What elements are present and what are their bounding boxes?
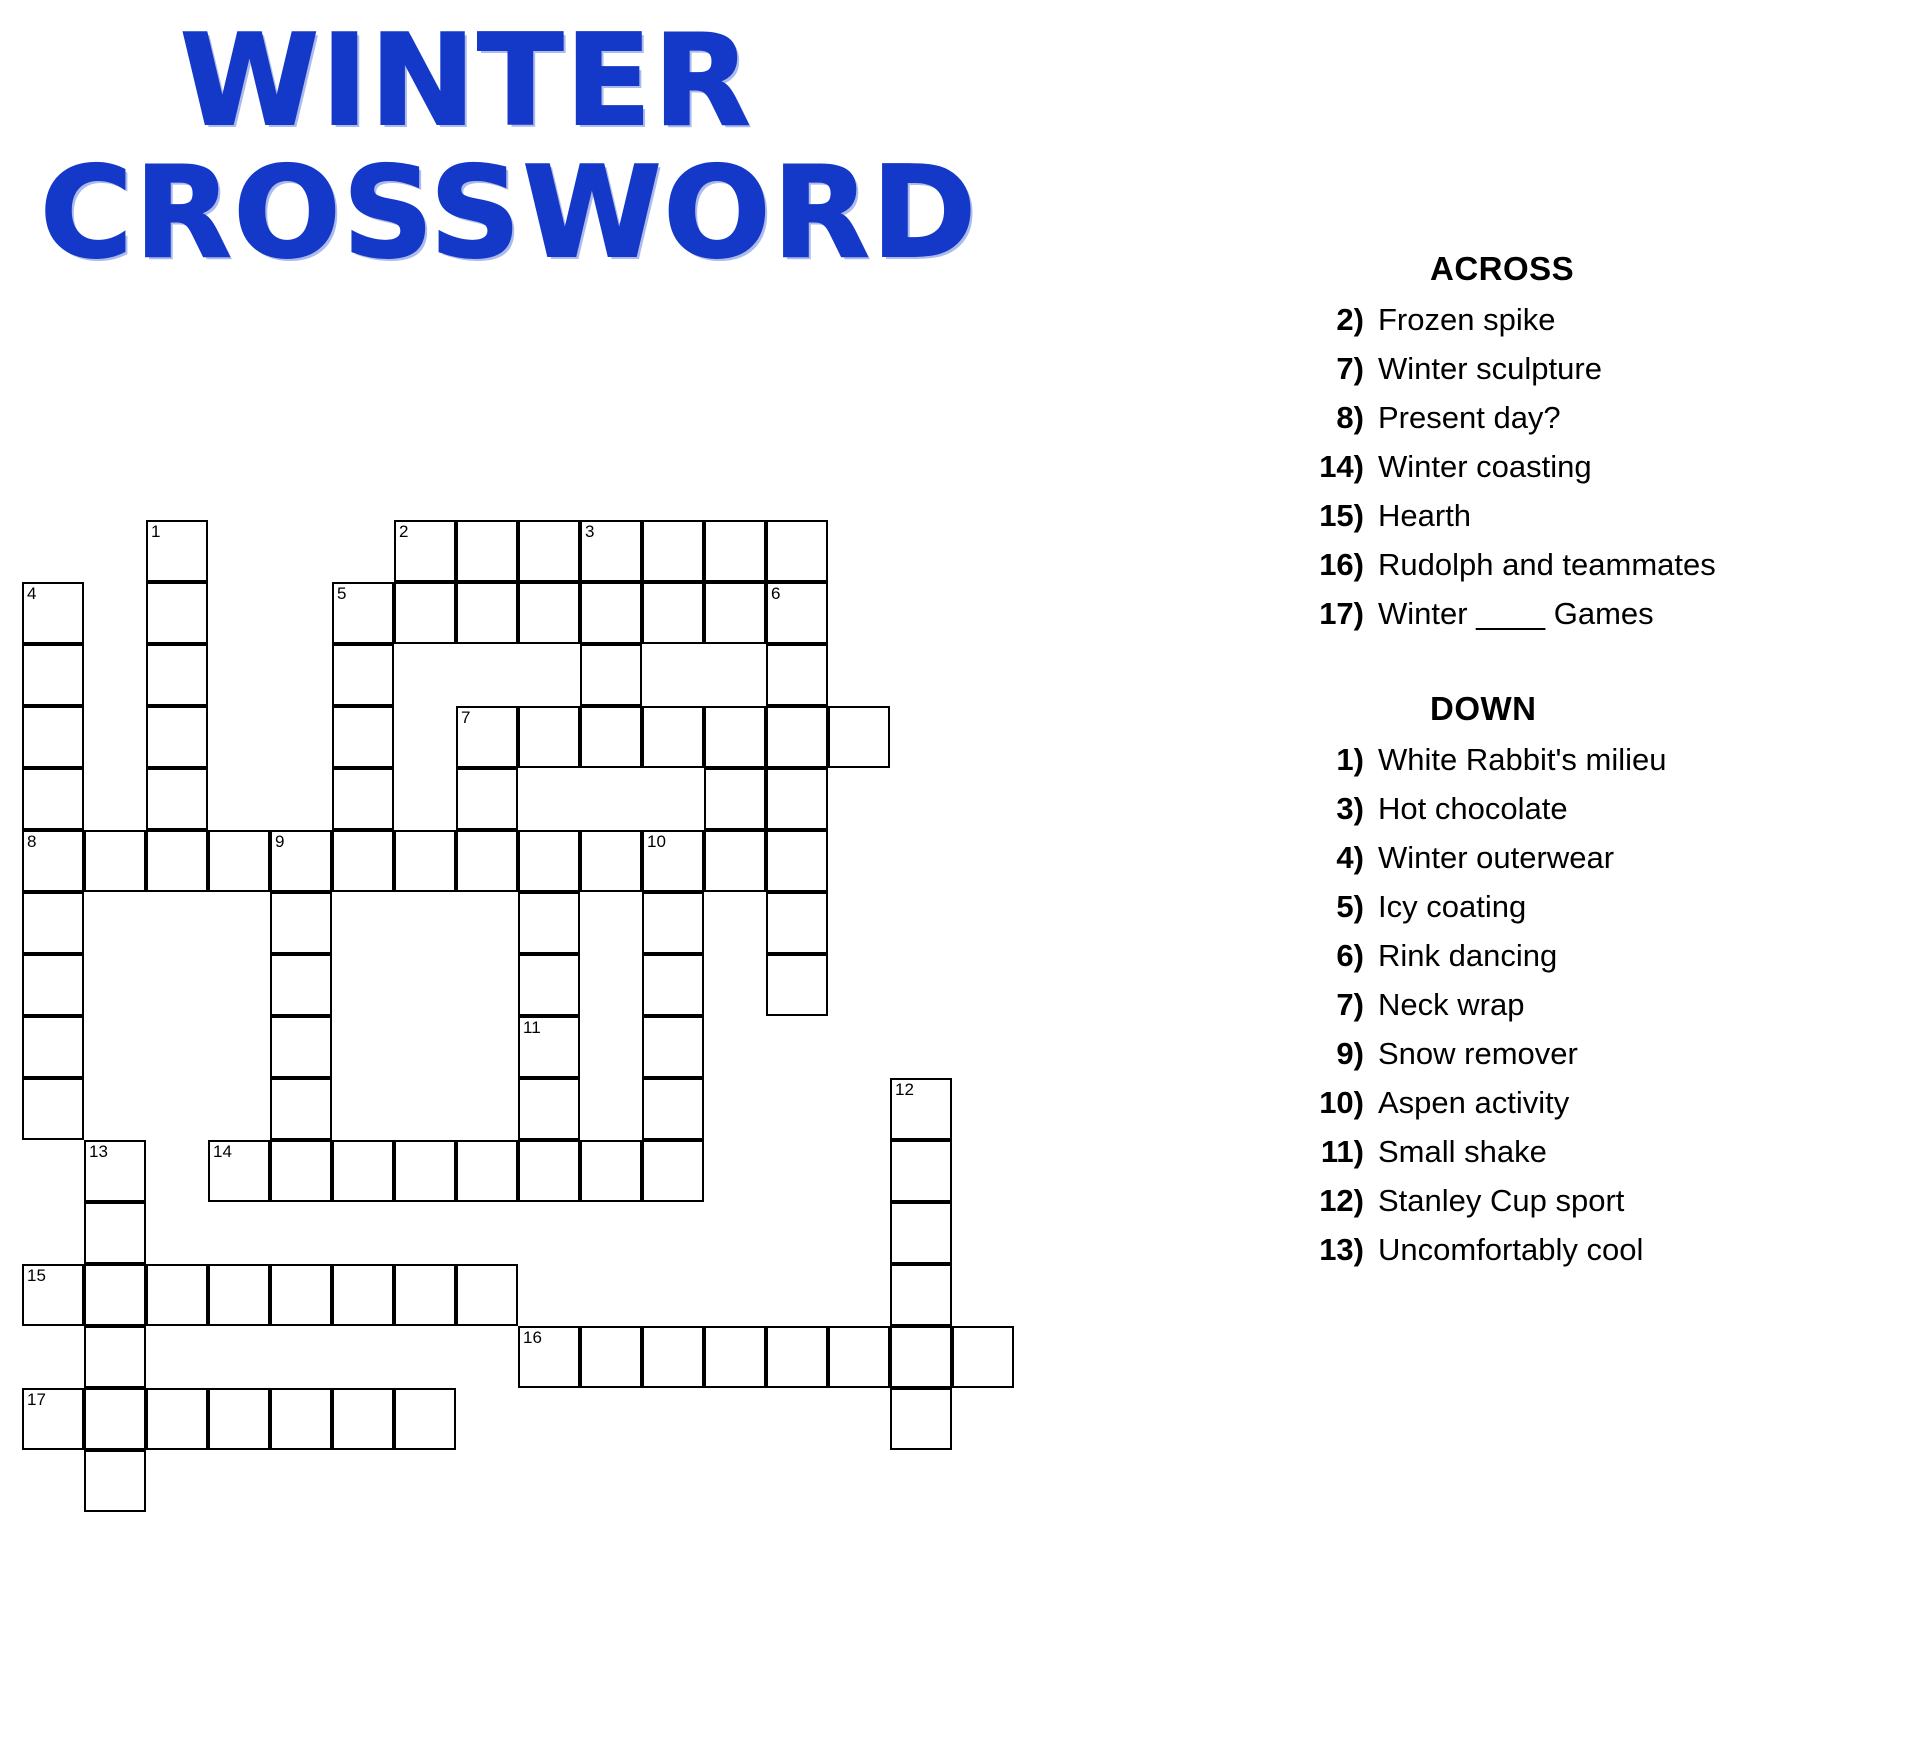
grid-cell[interactable]	[22, 1016, 84, 1078]
grid-cell[interactable]	[332, 830, 394, 892]
clue-number: 9)	[1336, 1036, 1364, 1071]
clue-number: 4)	[1336, 840, 1364, 875]
clue-across-15[interactable]	[1300, 498, 1900, 534]
clue-down-9[interactable]	[1300, 1036, 1900, 1072]
grid-cell-number: 7	[461, 708, 471, 727]
grid-cell-number: 3	[585, 522, 595, 541]
clue-across-8[interactable]	[1300, 400, 1900, 436]
grid-cell[interactable]	[580, 830, 642, 892]
grid-cell[interactable]	[642, 1078, 704, 1140]
grid-cell[interactable]	[642, 520, 704, 582]
clue-text: Snow remover	[1378, 1036, 1578, 1071]
clue-number: 11)	[1320, 1134, 1364, 1169]
grid-cell[interactable]	[518, 830, 580, 892]
grid-cell[interactable]	[766, 1326, 828, 1388]
grid-cell[interactable]	[518, 706, 580, 768]
grid-cell-number: 15	[27, 1266, 46, 1285]
clue-across-2[interactable]	[1300, 302, 1900, 338]
grid-cell[interactable]	[456, 1264, 518, 1326]
clue-text: Present day?	[1378, 400, 1561, 435]
page-title	[40, 7, 1060, 286]
clue-text: Frozen spike	[1378, 302, 1556, 337]
across-clue-list	[1300, 302, 1900, 632]
clue-down-13[interactable]	[1300, 1232, 1900, 1268]
grid-cell[interactable]	[394, 1140, 456, 1202]
grid-cell[interactable]	[146, 520, 208, 582]
clue-text: Uncomfortably cool	[1378, 1232, 1644, 1267]
grid-cell[interactable]	[22, 706, 84, 768]
grid-cell[interactable]	[146, 768, 208, 830]
clue-down-7[interactable]	[1300, 987, 1900, 1023]
grid-cell-number: 4	[27, 584, 37, 603]
grid-cell[interactable]	[332, 582, 394, 644]
grid-cell[interactable]	[22, 1388, 84, 1450]
grid-cell[interactable]	[208, 1264, 270, 1326]
clue-number: 15)	[1319, 498, 1364, 533]
grid-cell[interactable]	[580, 706, 642, 768]
grid-cell[interactable]	[146, 644, 208, 706]
grid-cell[interactable]	[704, 582, 766, 644]
grid-cell[interactable]	[394, 1264, 456, 1326]
grid-cell[interactable]	[84, 1388, 146, 1450]
grid-cell[interactable]	[890, 1388, 952, 1450]
grid-cell[interactable]	[22, 830, 84, 892]
grid-cell[interactable]	[84, 830, 146, 892]
grid-cell[interactable]	[642, 582, 704, 644]
grid-cell-number: 10	[647, 832, 666, 851]
grid-cell[interactable]	[890, 1078, 952, 1140]
grid-cell[interactable]	[22, 582, 84, 644]
clue-number: 7)	[1336, 987, 1364, 1022]
grid-cell-number: 14	[213, 1142, 232, 1161]
grid-cell[interactable]	[270, 954, 332, 1016]
title-line-crossword: CROSSWORD	[40, 139, 979, 286]
grid-cell[interactable]	[270, 892, 332, 954]
grid-cell[interactable]	[766, 582, 828, 644]
clue-across-7[interactable]	[1300, 351, 1900, 387]
grid-cell-number: 1	[151, 522, 161, 541]
grid-cell[interactable]	[332, 1264, 394, 1326]
grid-cell[interactable]	[642, 1326, 704, 1388]
grid-cell[interactable]	[270, 1078, 332, 1140]
grid-cell[interactable]	[270, 1016, 332, 1078]
grid-cell[interactable]	[580, 520, 642, 582]
grid-cell-number: 5	[337, 584, 347, 603]
clue-down-3[interactable]	[1300, 791, 1900, 827]
grid-cell-number: 12	[895, 1080, 914, 1099]
clue-text: Hearth	[1378, 498, 1472, 533]
grid-cell[interactable]	[518, 1326, 580, 1388]
clue-number: 7)	[1336, 351, 1364, 386]
clue-text: Aspen activity	[1378, 1085, 1570, 1120]
grid-cell[interactable]	[518, 892, 580, 954]
grid-cell[interactable]	[704, 1326, 766, 1388]
grid-cell[interactable]	[332, 768, 394, 830]
grid-cell[interactable]	[518, 582, 580, 644]
grid-cell[interactable]	[22, 1078, 84, 1140]
grid-cell[interactable]	[828, 706, 890, 768]
grid-cell-number: 11	[523, 1018, 541, 1037]
grid-cell[interactable]	[580, 582, 642, 644]
grid-cell[interactable]	[766, 830, 828, 892]
grid-cell[interactable]	[146, 706, 208, 768]
grid-cell[interactable]	[642, 1140, 704, 1202]
grid-cell[interactable]	[208, 830, 270, 892]
clue-down-11[interactable]	[1300, 1134, 1900, 1170]
clue-number: 16)	[1319, 547, 1364, 582]
grid-cell[interactable]	[518, 1016, 580, 1078]
grid-cell[interactable]	[518, 1078, 580, 1140]
grid-cell-number: 6	[771, 584, 781, 603]
crossword-grid[interactable]	[22, 520, 1262, 1740]
clue-text: Rink dancing	[1378, 938, 1558, 973]
grid-cell[interactable]	[580, 644, 642, 706]
grid-cell[interactable]	[890, 1326, 952, 1388]
grid-cell[interactable]	[766, 644, 828, 706]
grid-cell[interactable]	[270, 1140, 332, 1202]
grid-cell[interactable]	[766, 892, 828, 954]
grid-cell[interactable]	[22, 1264, 84, 1326]
clue-text: Winter coasting	[1378, 449, 1592, 484]
clue-text: Icy coating	[1378, 889, 1527, 924]
grid-cell[interactable]	[84, 1450, 146, 1512]
grid-cell[interactable]	[580, 1140, 642, 1202]
clue-text: Winter sculpture	[1378, 351, 1602, 386]
clue-number: 5)	[1336, 889, 1364, 924]
clue-text: Neck wrap	[1378, 987, 1525, 1022]
grid-cell[interactable]	[456, 1140, 518, 1202]
clue-down-12[interactable]	[1300, 1183, 1900, 1219]
grid-cell[interactable]	[208, 1140, 270, 1202]
grid-cell[interactable]	[518, 1140, 580, 1202]
grid-cell[interactable]	[518, 954, 580, 1016]
across-heading: ACROSS	[1430, 250, 1575, 287]
grid-cell[interactable]	[394, 830, 456, 892]
grid-cell[interactable]	[456, 706, 518, 768]
grid-cell[interactable]	[146, 582, 208, 644]
grid-cell[interactable]	[84, 1326, 146, 1388]
grid-cell[interactable]	[146, 830, 208, 892]
clue-down-6[interactable]	[1300, 938, 1900, 974]
clue-number: 2)	[1336, 302, 1364, 337]
grid-cell[interactable]	[22, 892, 84, 954]
clue-number: 6)	[1336, 938, 1364, 973]
clue-down-1[interactable]	[1300, 742, 1900, 778]
grid-cell[interactable]	[22, 954, 84, 1016]
clue-number: 1)	[1336, 742, 1364, 777]
clue-number: 10)	[1319, 1085, 1364, 1120]
clue-across-16[interactable]	[1300, 547, 1900, 583]
grid-cell[interactable]	[84, 1202, 146, 1264]
grid-cell[interactable]	[146, 1388, 208, 1450]
grid-cell[interactable]	[890, 1140, 952, 1202]
clue-number: 12)	[1319, 1183, 1364, 1218]
grid-cell[interactable]	[22, 644, 84, 706]
grid-cell-number: 9	[275, 832, 285, 851]
grid-cell[interactable]	[704, 830, 766, 892]
grid-cell[interactable]	[146, 1264, 208, 1326]
title-line-winter: WINTER	[180, 7, 753, 154]
grid-cell[interactable]	[642, 954, 704, 1016]
grid-cell[interactable]	[332, 706, 394, 768]
grid-cell[interactable]	[456, 520, 518, 582]
grid-cell[interactable]	[642, 830, 704, 892]
grid-cell[interactable]	[22, 768, 84, 830]
grid-cell[interactable]	[766, 954, 828, 1016]
down-heading: DOWN	[1430, 690, 1537, 727]
clue-text: Stanley Cup sport	[1378, 1183, 1625, 1218]
grid-cell[interactable]	[704, 520, 766, 582]
grid-cell[interactable]	[766, 706, 828, 768]
clue-text: Small shake	[1378, 1134, 1547, 1169]
grid-cell[interactable]	[394, 582, 456, 644]
grid-cell[interactable]	[952, 1326, 1014, 1388]
grid-cell[interactable]	[642, 892, 704, 954]
grid-cell[interactable]	[332, 644, 394, 706]
clue-across-14[interactable]	[1300, 449, 1900, 485]
grid-cell[interactable]	[394, 1388, 456, 1450]
clue-down-10[interactable]	[1300, 1085, 1900, 1121]
clue-text: White Rabbit's milieu	[1378, 742, 1667, 777]
grid-cell[interactable]	[642, 1016, 704, 1078]
grid-cell[interactable]	[580, 1326, 642, 1388]
clue-number: 14)	[1319, 449, 1364, 484]
clue-number: 13)	[1319, 1232, 1364, 1267]
clue-across-17[interactable]	[1300, 596, 1900, 632]
grid-cell[interactable]	[456, 582, 518, 644]
grid-cell[interactable]	[704, 768, 766, 830]
grid-cell-number: 16	[523, 1328, 542, 1347]
down-clue-list	[1300, 742, 1900, 1268]
grid-cell[interactable]	[766, 520, 828, 582]
grid-cell[interactable]	[766, 768, 828, 830]
grid-cell[interactable]	[890, 1202, 952, 1264]
grid-cell[interactable]	[84, 1264, 146, 1326]
clue-text: Winter outerwear	[1378, 840, 1615, 875]
clues-panel	[1300, 250, 1900, 1281]
grid-cell[interactable]	[270, 830, 332, 892]
grid-cell-number: 17	[27, 1390, 46, 1409]
grid-cell[interactable]	[332, 1388, 394, 1450]
clue-number: 17)	[1319, 596, 1364, 631]
clue-number: 8)	[1336, 400, 1364, 435]
grid-cell[interactable]	[456, 768, 518, 830]
grid-cell[interactable]	[270, 1264, 332, 1326]
grid-cell[interactable]	[704, 706, 766, 768]
grid-cell[interactable]	[890, 1264, 952, 1326]
grid-cell-number: 13	[89, 1142, 108, 1161]
clue-number: 3)	[1336, 791, 1364, 826]
clue-down-5[interactable]	[1300, 889, 1900, 925]
grid-cell[interactable]	[332, 1140, 394, 1202]
grid-cell-number: 2	[399, 522, 409, 541]
grid-cell[interactable]	[518, 520, 580, 582]
clue-text: Hot chocolate	[1378, 791, 1568, 826]
grid-cell[interactable]	[270, 1388, 332, 1450]
grid-cell[interactable]	[642, 706, 704, 768]
grid-cell[interactable]	[394, 520, 456, 582]
clue-text: Winter ____ Games	[1378, 596, 1654, 631]
clue-text: Rudolph and teammates	[1378, 547, 1716, 582]
grid-cell[interactable]	[456, 830, 518, 892]
clue-down-4[interactable]	[1300, 840, 1900, 876]
grid-cell[interactable]	[208, 1388, 270, 1450]
grid-cell[interactable]	[828, 1326, 890, 1388]
grid-cell-number: 8	[27, 832, 37, 851]
grid-cell[interactable]	[84, 1140, 146, 1202]
